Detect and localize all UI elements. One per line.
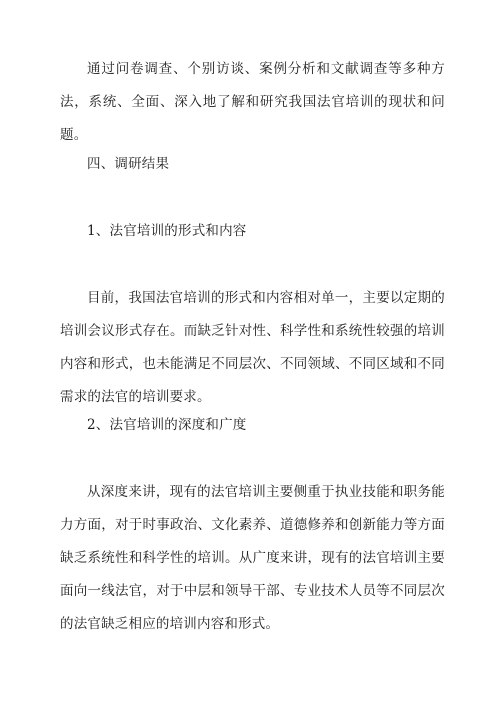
subsection-2-heading: 2、法官培训的深度和广度 (87, 417, 247, 433)
subsection-1-heading: 1、法官培训的形式和内容 (87, 223, 247, 239)
intro-paragraph: 通过问卷调查、个别访谈、案例分析和文献调查等多种方法，系统、全面、深入地了解和研究我国法官培训的现状和问题。 (60, 61, 445, 143)
subsection-1-paragraph: 目前，我国法官培训的形式和内容相对单一，主要以定期的培训会议形式存在。而缺乏针对性、科学性和系统性较强的培训内容和形式，也未能满足不同层次、不同领域、不同区域和不同需求的法官的培训要求。 (60, 290, 445, 405)
section-4-heading: 四、调研结果 (87, 156, 170, 172)
subsection-2-paragraph: 从深度来讲，现有的法官培训主要侧重于执业技能和职务能力方面，对于时事政治、文化素养、道德修养和创新能力等方面缺乏系统性和科学性的培训。从广度来讲，现有的法官培训主要面向一线法官，对于中层和领导干部、专业技术人员等不同层次的法官缺乏相应的培训内容和形式。 (60, 484, 445, 632)
